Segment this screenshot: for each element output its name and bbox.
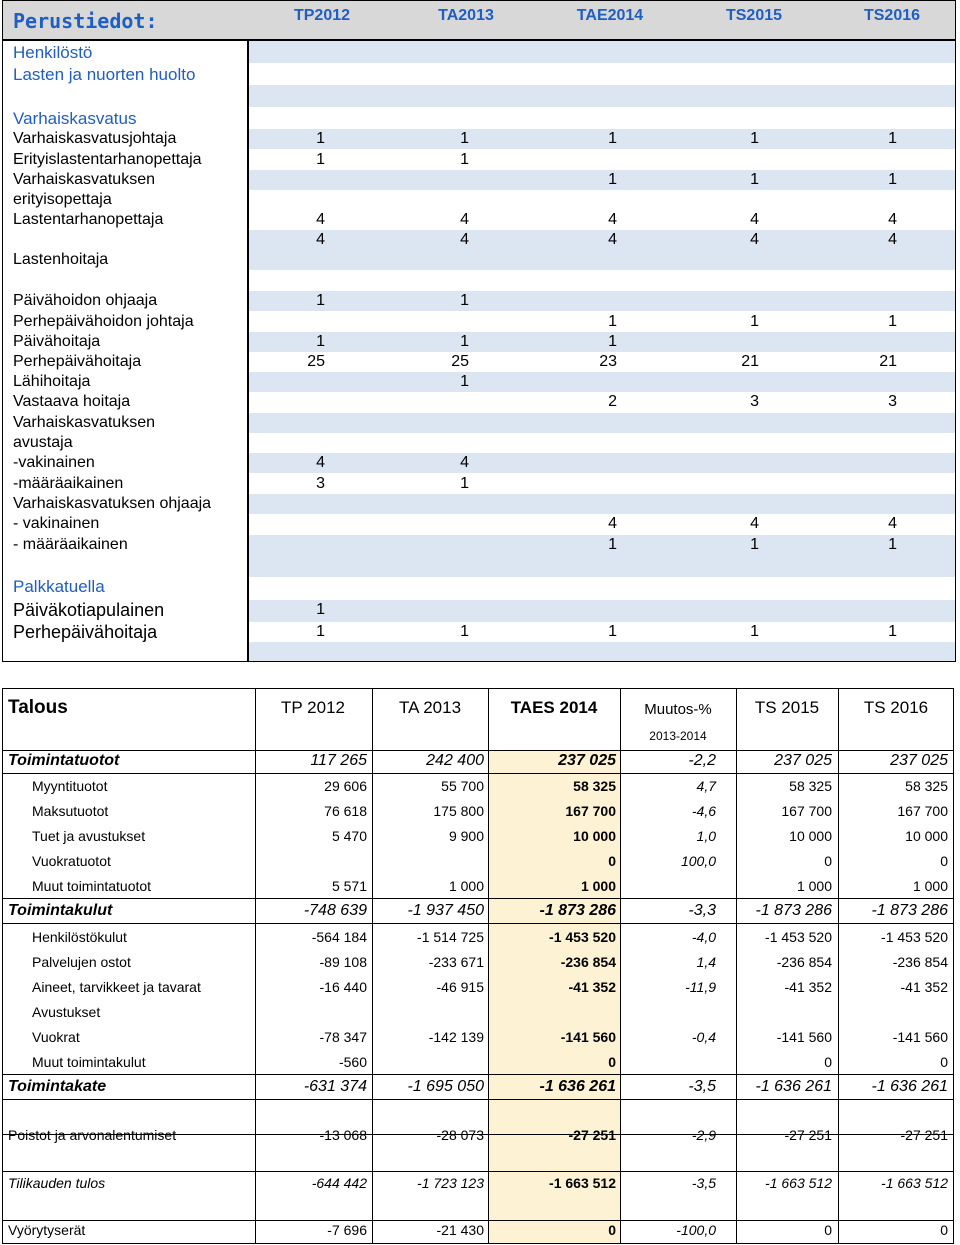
finance-cell-tp2012: -7 696 <box>327 1222 367 1238</box>
finance-cell-ta2013: -233 671 <box>428 954 484 970</box>
finance-row <box>2 774 954 799</box>
staff-row-label: Erityislastentarhanopettaja <box>13 151 202 168</box>
finance-row <box>2 1123 954 1148</box>
staff-table <box>2 0 956 662</box>
finance-row-label: Aineet, tarvikkeet ja tavarat <box>32 979 201 995</box>
shaded-band <box>249 642 955 661</box>
finance-cell-ts2015: 0 <box>824 1222 832 1238</box>
finance-cell-ta2013: -46 915 <box>436 979 484 995</box>
shaded-band <box>249 85 955 107</box>
staff-row-label: Vastaava hoitaja <box>13 393 131 410</box>
finance-cell-ts2015: 10 000 <box>789 828 832 844</box>
finance-cell-ts2015: -141 560 <box>776 1029 832 1045</box>
staff-value-ta2013: 1 <box>460 130 469 147</box>
col-header-taes2014: TAES 2014 <box>510 698 598 717</box>
finance-row-label: Maksutuotot <box>32 803 109 819</box>
finance-row <box>2 1171 954 1196</box>
finance-cell-ts2016: 58 325 <box>905 778 948 794</box>
finance-cell-change: 1,0 <box>696 828 716 844</box>
staff-value-tp2012: 1 <box>316 130 325 147</box>
shaded-band <box>249 413 955 433</box>
staff-value-ts2015: 1 <box>750 536 759 553</box>
finance-cell-tp2012: -13 068 <box>319 1127 367 1143</box>
finance-cell-taes2014: 58 325 <box>573 778 616 794</box>
finance-cell-ts2015: 58 325 <box>789 778 832 794</box>
finance-row-label: Toimintakate <box>8 1078 107 1095</box>
col-header-ts2016: TS 2016 <box>863 698 929 717</box>
staff-row-label: - vakinainen <box>13 515 100 532</box>
finance-cell-ts2016: 237 025 <box>890 752 948 769</box>
staff-value-ta2013: 4 <box>460 231 469 248</box>
staff-value-tp2012: 25 <box>307 353 325 370</box>
staff-value-tae2014: 2 <box>608 393 617 410</box>
finance-cell-ts2015: -1 663 512 <box>765 1175 832 1191</box>
finance-cell-change: 1,4 <box>696 954 716 970</box>
staff-value-ta2013: 1 <box>460 292 469 309</box>
finance-cell-ts2016: -1 663 512 <box>881 1175 948 1191</box>
staff-row-label: Perhepäivähoitaja <box>13 353 142 370</box>
finance-cell-taes2014: 237 025 <box>558 752 616 769</box>
staff-row-label: avustaja <box>13 434 73 451</box>
finance-cell-taes2014: 1 000 <box>580 878 616 894</box>
finance-row <box>2 925 954 950</box>
finance-row-label: Muut toimintatuotot <box>32 878 152 894</box>
finance-cell-taes2014: -41 352 <box>568 979 616 995</box>
finance-row <box>2 1074 954 1099</box>
staff-value-tae2014: 23 <box>599 353 617 370</box>
staff-row-label: -määräaikainen <box>13 475 124 492</box>
finance-cell-tp2012: -16 440 <box>319 979 367 995</box>
finance-cell-change: -2,9 <box>691 1127 716 1143</box>
finance-row-label: Vuokrat <box>32 1029 80 1045</box>
shaded-band <box>249 372 955 392</box>
finance-cell-change: -100,0 <box>676 1222 716 1238</box>
staff-value-tp2012: 1 <box>316 292 325 309</box>
finance-cell-ta2013: 55 700 <box>441 778 484 794</box>
finance-row <box>2 898 954 923</box>
finance-row-label: Avustukset <box>32 1004 101 1020</box>
finance-cell-tp2012: -748 639 <box>303 902 367 919</box>
finance-cell-tp2012: 5 571 <box>331 878 367 894</box>
staff-value-ta2013: 4 <box>460 211 469 228</box>
staff-value-tae2014: 1 <box>608 313 617 330</box>
finance-cell-ta2013: -142 139 <box>428 1029 484 1045</box>
year-header-ta2013: TA2013 <box>438 7 494 24</box>
staff-value-tae2014: 1 <box>608 171 617 188</box>
shaded-band <box>249 494 955 514</box>
staff-value-ts2015: 1 <box>750 130 759 147</box>
staff-value-ta2013: 25 <box>451 353 469 370</box>
finance-cell-ts2016: 0 <box>940 1222 948 1238</box>
finance-cell-taes2014: -1 636 261 <box>539 1078 616 1095</box>
staff-value-ts2016: 4 <box>888 515 897 532</box>
staff-value-ts2015: 4 <box>750 231 759 248</box>
staff-value-ts2016: 4 <box>888 211 897 228</box>
finance-row <box>2 799 954 824</box>
finance-cell-change: 4,7 <box>696 778 716 794</box>
year-header-tp2012: TP2012 <box>293 7 351 24</box>
finance-row-label: Palvelujen ostot <box>32 954 131 970</box>
staff-row-label: Varhaiskasvatuksen <box>13 171 155 188</box>
finance-cell-tp2012: 117 265 <box>310 752 367 769</box>
staff-title: Perustiedot: <box>13 9 158 33</box>
finance-cell-ts2016: -1 873 286 <box>871 902 948 919</box>
finance-row <box>2 1050 954 1075</box>
finance-cell-taes2014: 167 700 <box>565 803 616 819</box>
finance-cell-ts2015: 1 000 <box>796 878 832 894</box>
finance-row <box>2 1025 954 1050</box>
finance-cell-tp2012: 76 618 <box>324 803 367 819</box>
year-header-ts2015: TS2015 <box>725 7 783 24</box>
staff-value-ta2013: 1 <box>460 333 469 350</box>
finance-cell-tp2012: -564 184 <box>311 929 367 945</box>
finance-cell-change: -3,5 <box>691 1175 716 1191</box>
col-header-change: Muutos-% <box>644 701 712 718</box>
staff-value-tae2014: 4 <box>608 515 617 532</box>
staff-row-label: Henkilöstö <box>13 43 93 62</box>
finance-row-label: Vyörytyserät <box>8 1222 86 1238</box>
staff-row-label: Päiväkotiapulainen <box>13 600 165 620</box>
staff-value-ts2015: 4 <box>750 211 759 228</box>
staff-value-ta2013: 1 <box>460 623 469 640</box>
finance-cell-ts2016: 0 <box>940 1054 948 1070</box>
staff-value-tp2012: 1 <box>316 623 325 640</box>
finance-cell-ta2013: -1 514 725 <box>417 929 484 945</box>
finance-cell-tp2012: 5 470 <box>331 828 367 844</box>
finance-cell-ts2016: 167 700 <box>897 803 948 819</box>
finance-cell-taes2014: 0 <box>608 1054 616 1070</box>
finance-cell-taes2014: -1 663 512 <box>549 1175 616 1191</box>
staff-value-ts2015: 1 <box>750 623 759 640</box>
finance-cell-ta2013: -1 937 450 <box>407 902 484 919</box>
finance-cell-taes2014: -27 251 <box>568 1127 616 1143</box>
finance-cell-ta2013: -1 723 123 <box>417 1175 484 1191</box>
finance-cell-tp2012: -644 442 <box>311 1175 367 1191</box>
finance-cell-ts2015: -1 873 286 <box>755 902 832 919</box>
finance-cell-taes2014: -141 560 <box>560 1029 616 1045</box>
staff-value-tp2012: 4 <box>316 211 325 228</box>
finance-cell-ta2013: -28 073 <box>436 1127 484 1143</box>
finance-row <box>2 874 954 899</box>
finance-row <box>2 849 954 874</box>
finance-table <box>2 688 954 1244</box>
finance-cell-ts2016: 1 000 <box>912 878 948 894</box>
finance-cell-ta2013: 175 800 <box>433 803 484 819</box>
finance-cell-ts2016: -236 854 <box>892 954 948 970</box>
staff-value-ts2016: 4 <box>888 231 897 248</box>
staff-row-label: Varhaiskasvatus <box>13 109 137 128</box>
staff-row-label: Lasten ja nuorten huolto <box>13 65 196 84</box>
finance-cell-ts2016: 0 <box>940 853 948 869</box>
finance-cell-ts2015: -1 453 520 <box>765 929 832 945</box>
staff-row-label: Varhaiskasvatusjohtaja <box>13 130 177 147</box>
finance-row-label: Poistot ja arvonalentumiset <box>8 1127 177 1143</box>
staff-row-label: Päivähoidon ohjaaja <box>13 292 158 309</box>
col-header-tp2012: TP 2012 <box>281 698 345 717</box>
finance-cell-change: -4,0 <box>691 929 716 945</box>
finance-cell-taes2014: -236 854 <box>560 954 616 970</box>
staff-value-ta2013: 1 <box>460 475 469 492</box>
staff-value-tae2014: 1 <box>608 536 617 553</box>
staff-row-label: Varhaiskasvatuksen <box>13 414 155 431</box>
finance-row <box>2 1000 954 1025</box>
finance-row-label: Vuokratuotot <box>32 853 111 869</box>
staff-value-ts2015: 3 <box>750 393 759 410</box>
finance-cell-change: -3,5 <box>688 1078 716 1095</box>
finance-cell-ts2016: -141 560 <box>892 1029 948 1045</box>
finance-cell-ta2013: -1 695 050 <box>407 1078 484 1095</box>
staff-row-label: - määräaikainen <box>13 536 128 553</box>
finance-row-label: Toimintakulut <box>8 902 113 919</box>
shaded-band <box>249 600 955 622</box>
staff-value-ts2015: 21 <box>741 353 759 370</box>
staff-value-tae2014: 1 <box>608 623 617 640</box>
staff-value-tae2014: 4 <box>608 211 617 228</box>
finance-cell-ts2015: -41 352 <box>784 979 832 995</box>
finance-cell-ts2015: 237 025 <box>774 752 832 769</box>
finance-row <box>2 824 954 849</box>
finance-title: Talous <box>8 697 68 718</box>
staff-value-tae2014: 1 <box>608 333 617 350</box>
staff-value-tae2014: 1 <box>608 130 617 147</box>
staff-row-label: -vakinainen <box>13 454 95 471</box>
finance-cell-ts2016: -41 352 <box>900 979 948 995</box>
staff-row-label: Lähihoitaja <box>13 373 91 390</box>
shaded-band <box>249 453 955 473</box>
finance-cell-change: -3,3 <box>688 902 716 919</box>
staff-header <box>3 1 955 39</box>
shaded-band <box>249 41 955 63</box>
finance-cell-ts2015: -27 251 <box>784 1127 832 1143</box>
finance-cell-tp2012: 29 606 <box>324 778 367 794</box>
staff-row-label: Perhepäivähoidon johtaja <box>13 313 194 330</box>
finance-row <box>2 748 954 773</box>
finance-cell-ts2015: 167 700 <box>781 803 832 819</box>
finance-row-label: Henkilöstökulut <box>32 929 127 945</box>
finance-cell-ta2013: 9 900 <box>448 828 484 844</box>
finance-row-label: Myyntituotot <box>32 778 108 794</box>
staff-row-label: Lastenhoitaja <box>13 251 109 268</box>
finance-cell-tp2012: -89 108 <box>319 954 367 970</box>
staff-row-label: Lastentarhanopettaja <box>13 211 164 228</box>
finance-cell-ts2015: -1 636 261 <box>755 1078 832 1095</box>
staff-row-label: Varhaiskasvatuksen ohjaaja <box>13 495 212 512</box>
finance-cell-tp2012: -78 347 <box>319 1029 367 1045</box>
staff-value-tp2012: 4 <box>316 231 325 248</box>
staff-value-tp2012: 1 <box>316 151 325 168</box>
finance-cell-ts2015: 0 <box>824 853 832 869</box>
staff-value-ts2016: 1 <box>888 171 897 188</box>
finance-cell-tp2012: -560 <box>338 1054 367 1070</box>
finance-cell-change: -11,9 <box>685 979 716 995</box>
finance-cell-ta2013: 242 400 <box>426 752 484 769</box>
finance-cell-change: -0,4 <box>691 1029 716 1045</box>
staff-row-label: erityisopettaja <box>13 191 112 208</box>
staff-value-ts2016: 1 <box>888 313 897 330</box>
staff-value-tp2012: 3 <box>316 475 325 492</box>
finance-row <box>2 950 954 975</box>
year-header-tae2014: TAE2014 <box>576 7 644 24</box>
finance-row <box>2 1218 954 1243</box>
row-rule <box>2 1099 954 1100</box>
finance-cell-ts2016: -1 636 261 <box>871 1078 948 1095</box>
staff-value-ts2016: 1 <box>888 130 897 147</box>
staff-value-ta2013: 1 <box>460 151 469 168</box>
finance-row-label: Toimintatuotot <box>8 752 120 769</box>
staff-value-tp2012: 4 <box>316 454 325 471</box>
col-header-ts2015: TS 2015 <box>754 698 820 717</box>
staff-value-tp2012: 1 <box>316 333 325 350</box>
staff-value-ts2015: 4 <box>750 515 759 532</box>
staff-value-tae2014: 4 <box>608 231 617 248</box>
finance-row-label: Tilikauden tulos <box>8 1175 106 1191</box>
staff-value-ta2013: 4 <box>460 454 469 471</box>
finance-cell-taes2014: 10 000 <box>573 828 616 844</box>
finance-row-label: Muut toimintakulut <box>32 1054 146 1070</box>
staff-value-ts2015: 1 <box>750 313 759 330</box>
staff-value-ts2016: 1 <box>888 623 897 640</box>
finance-cell-change: -4,6 <box>691 803 716 819</box>
finance-cell-ta2013: -21 430 <box>436 1222 484 1238</box>
finance-cell-taes2014: -1 453 520 <box>549 929 616 945</box>
staff-value-ts2016: 3 <box>888 393 897 410</box>
finance-cell-ts2016: 10 000 <box>905 828 948 844</box>
finance-cell-taes2014: 0 <box>608 853 616 869</box>
finance-cell-tp2012: -631 374 <box>303 1078 367 1095</box>
finance-cell-taes2014: -1 873 286 <box>539 902 616 919</box>
finance-cell-ts2016: -27 251 <box>900 1127 948 1143</box>
shaded-band <box>249 291 955 311</box>
staff-value-ts2016: 21 <box>879 353 897 370</box>
finance-cell-ts2015: -236 854 <box>776 954 832 970</box>
row-rule <box>2 923 954 924</box>
year-header-ts2016: TS2016 <box>863 7 921 24</box>
finance-cell-ts2016: -1 453 520 <box>881 929 948 945</box>
finance-row-label: Tuet ja avustukset <box>32 828 146 844</box>
finance-row <box>2 975 954 1000</box>
staff-row-label: Palkkatuella <box>13 577 105 596</box>
finance-cell-ts2015: 0 <box>824 1054 832 1070</box>
staff-value-tp2012: 1 <box>316 601 325 618</box>
staff-value-ta2013: 1 <box>460 373 469 390</box>
staff-row-label: Perhepäivähoitaja <box>13 622 158 642</box>
col-header-ta2013: TA 2013 <box>398 698 462 717</box>
shaded-band <box>249 555 955 577</box>
finance-cell-ta2013: 1 000 <box>448 878 484 894</box>
finance-cell-change: 100,0 <box>680 853 716 869</box>
staff-value-ts2016: 1 <box>888 536 897 553</box>
finance-cell-taes2014: 0 <box>608 1222 616 1238</box>
change-period-label: 2013-2014 <box>649 729 707 743</box>
staff-value-ts2015: 1 <box>750 171 759 188</box>
finance-cell-change: -2,2 <box>688 752 716 769</box>
staff-row-label: Päivähoitaja <box>13 333 101 350</box>
